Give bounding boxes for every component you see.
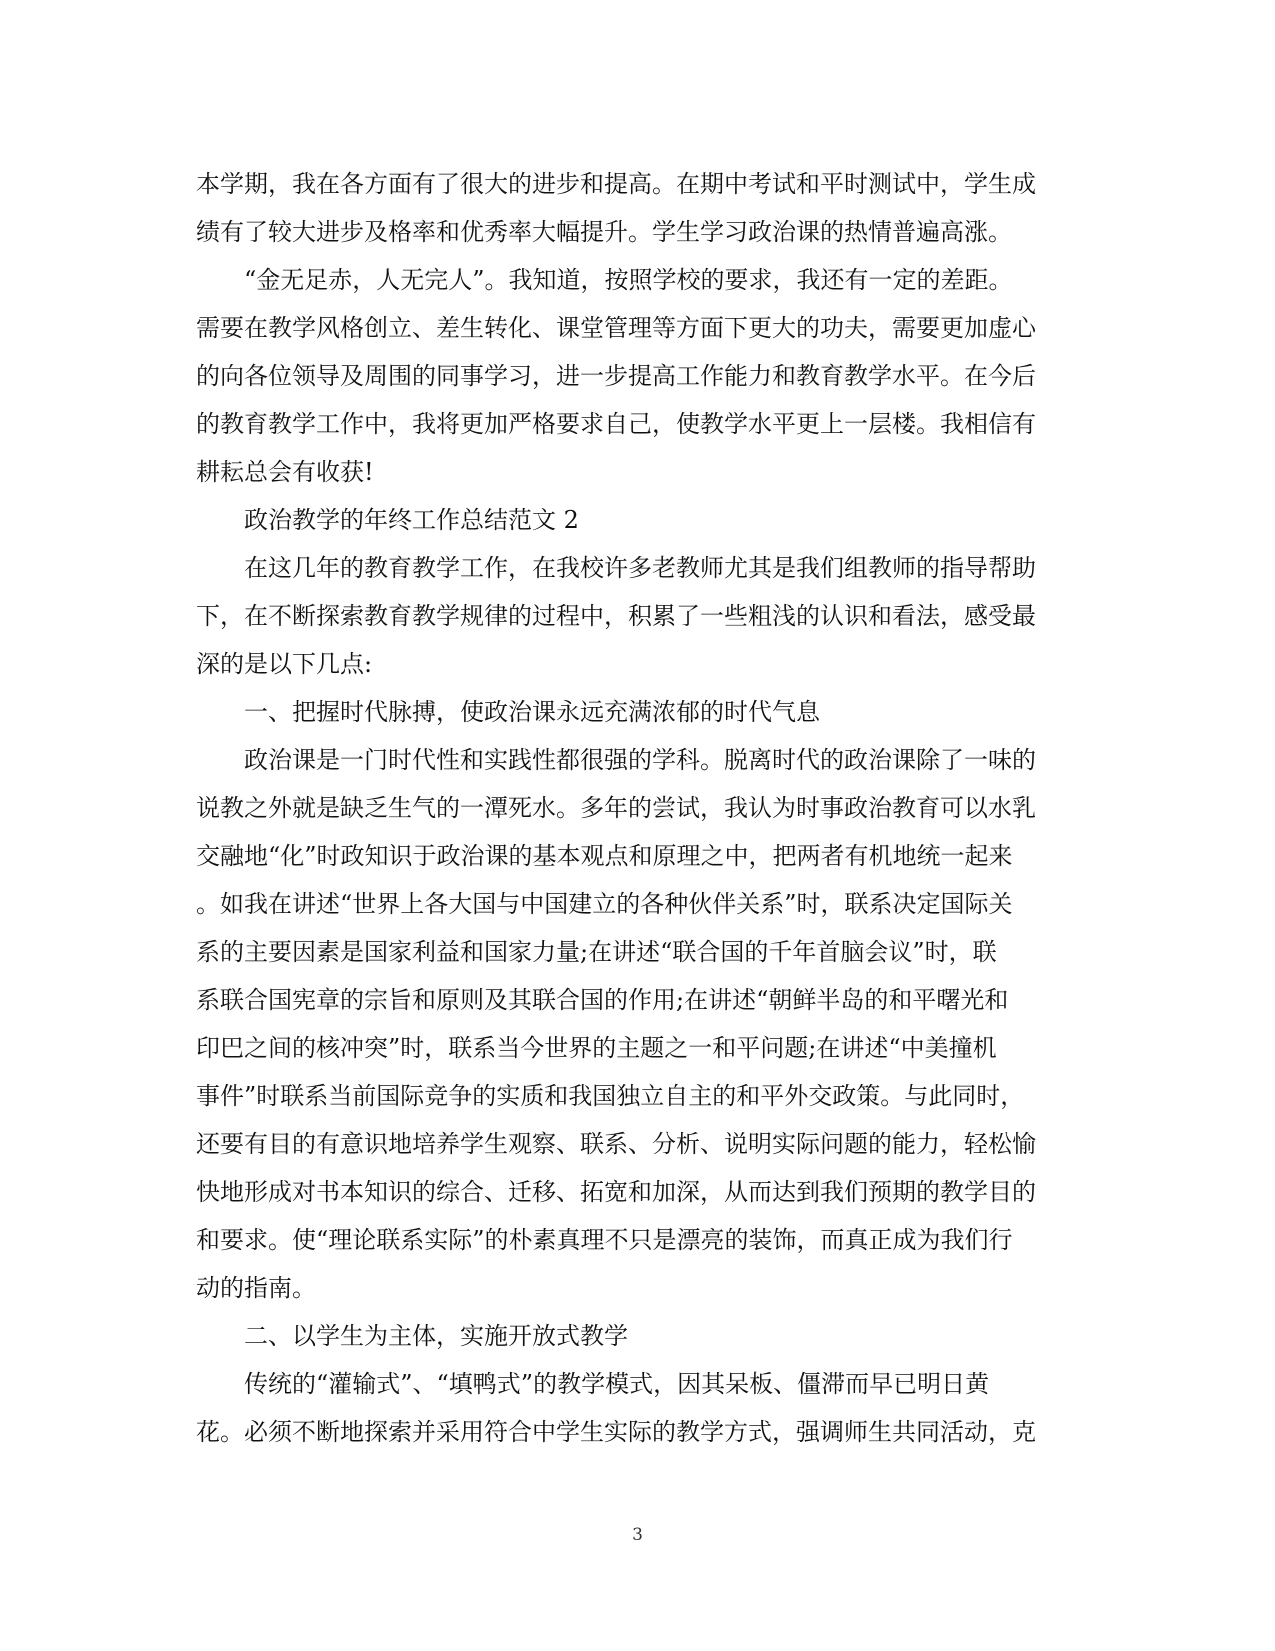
text-line: 快地形成对书本知识的综合、迁移、拓宽和加深，从而达到我们预期的教学目的 xyxy=(196,1178,1036,1206)
text-line: 下，在不断探索教育教学规律的过程中，积累了一些粗浅的认识和看法，感受最 xyxy=(196,602,1036,630)
text-line: 系联合国宪章的宗旨和原则及其联合国的作用;在讲述“朝鲜半岛的和平曙光和 xyxy=(196,986,1009,1014)
text-line: 事件”时联系当前国际竞争的实质和我国独立自主的和平外交政策。与此同时， xyxy=(196,1082,1025,1110)
text-line: 一、把握时代脉搏，使政治课永远充满浓郁的时代气息 xyxy=(244,698,820,726)
text-line: 在这几年的教育教学工作，在我校许多老教师尤其是我们组教师的指导帮助 xyxy=(244,554,1036,582)
text-line: 。如我在讲述“世界上各大国与中国建立的各种伙伴关系”时，联系决定国际关 xyxy=(196,890,1013,918)
text-line: 绩有了较大进步及格率和优秀率大幅提升。学生学习政治课的热情普遍高涨。 xyxy=(196,218,1012,246)
text-line: 传统的“灌输式”、“填鸭式”的教学模式，因其呆板、僵滞而早已明日黄 xyxy=(244,1370,990,1398)
text-line: 二、以学生为主体，实施开放式教学 xyxy=(244,1322,628,1350)
text-line: 动的指南。 xyxy=(196,1274,316,1302)
text-line: 深的是以下几点: xyxy=(196,650,373,678)
text-line: 的教育教学工作中，我将更加严格要求自己，使教学水平更上一层楼。我相信有 xyxy=(196,410,1036,438)
text-line: 本学期，我在各方面有了很大的进步和提高。在期中考试和平时测试中，学生成 xyxy=(196,170,1036,198)
text-line: 的向各位领导及周围的同事学习，进一步提高工作能力和教育教学水平。在今后 xyxy=(196,362,1036,390)
text-line: 需要在教学风格创立、差生转化、课堂管理等方面下更大的功夫，需要更加虚心 xyxy=(196,314,1036,342)
text-line: 说教之外就是缺乏生气的一潭死水。多年的尝试，我认为时事政治教育可以水乳 xyxy=(196,794,1036,822)
text-line: 交融地“化”时政知识于政治课的基本观点和原理之中，把两者有机地统一起来 xyxy=(196,842,1013,870)
text-line: “金无足赤，人无完人”。我知道，按照学校的要求，我还有一定的差距。 xyxy=(244,266,1013,294)
text-line: 还要有目的有意识地培养学生观察、联系、分析、说明实际问题的能力，轻松愉 xyxy=(196,1130,1036,1158)
text-line: 政治教学的年终工作总结范文 2 xyxy=(244,506,579,534)
text-line: 系的主要因素是国家利益和国家力量;在讲述“联合国的千年首脑会议”时，联 xyxy=(196,938,997,966)
document-body xyxy=(196,160,1076,1456)
text-line: 印巴之间的核冲突”时，联系当今世界的主题之一和平问题;在讲述“中美撞机 xyxy=(196,1034,997,1062)
text-line: 花。必须不断地探索并采用符合中学生实际的教学方式，强调师生共同活动，克 xyxy=(196,1418,1036,1446)
text-line: 耕耘总会有收获! xyxy=(196,458,374,486)
text-line: 和要求。使“理论联系实际”的朴素真理不只是漂亮的装饰，而真正成为我们行 xyxy=(196,1226,1013,1254)
page-number: 3 xyxy=(632,1525,643,1545)
text-line: 政治课是一门时代性和实践性都很强的学科。脱离时代的政治课除了一味的 xyxy=(244,746,1036,774)
